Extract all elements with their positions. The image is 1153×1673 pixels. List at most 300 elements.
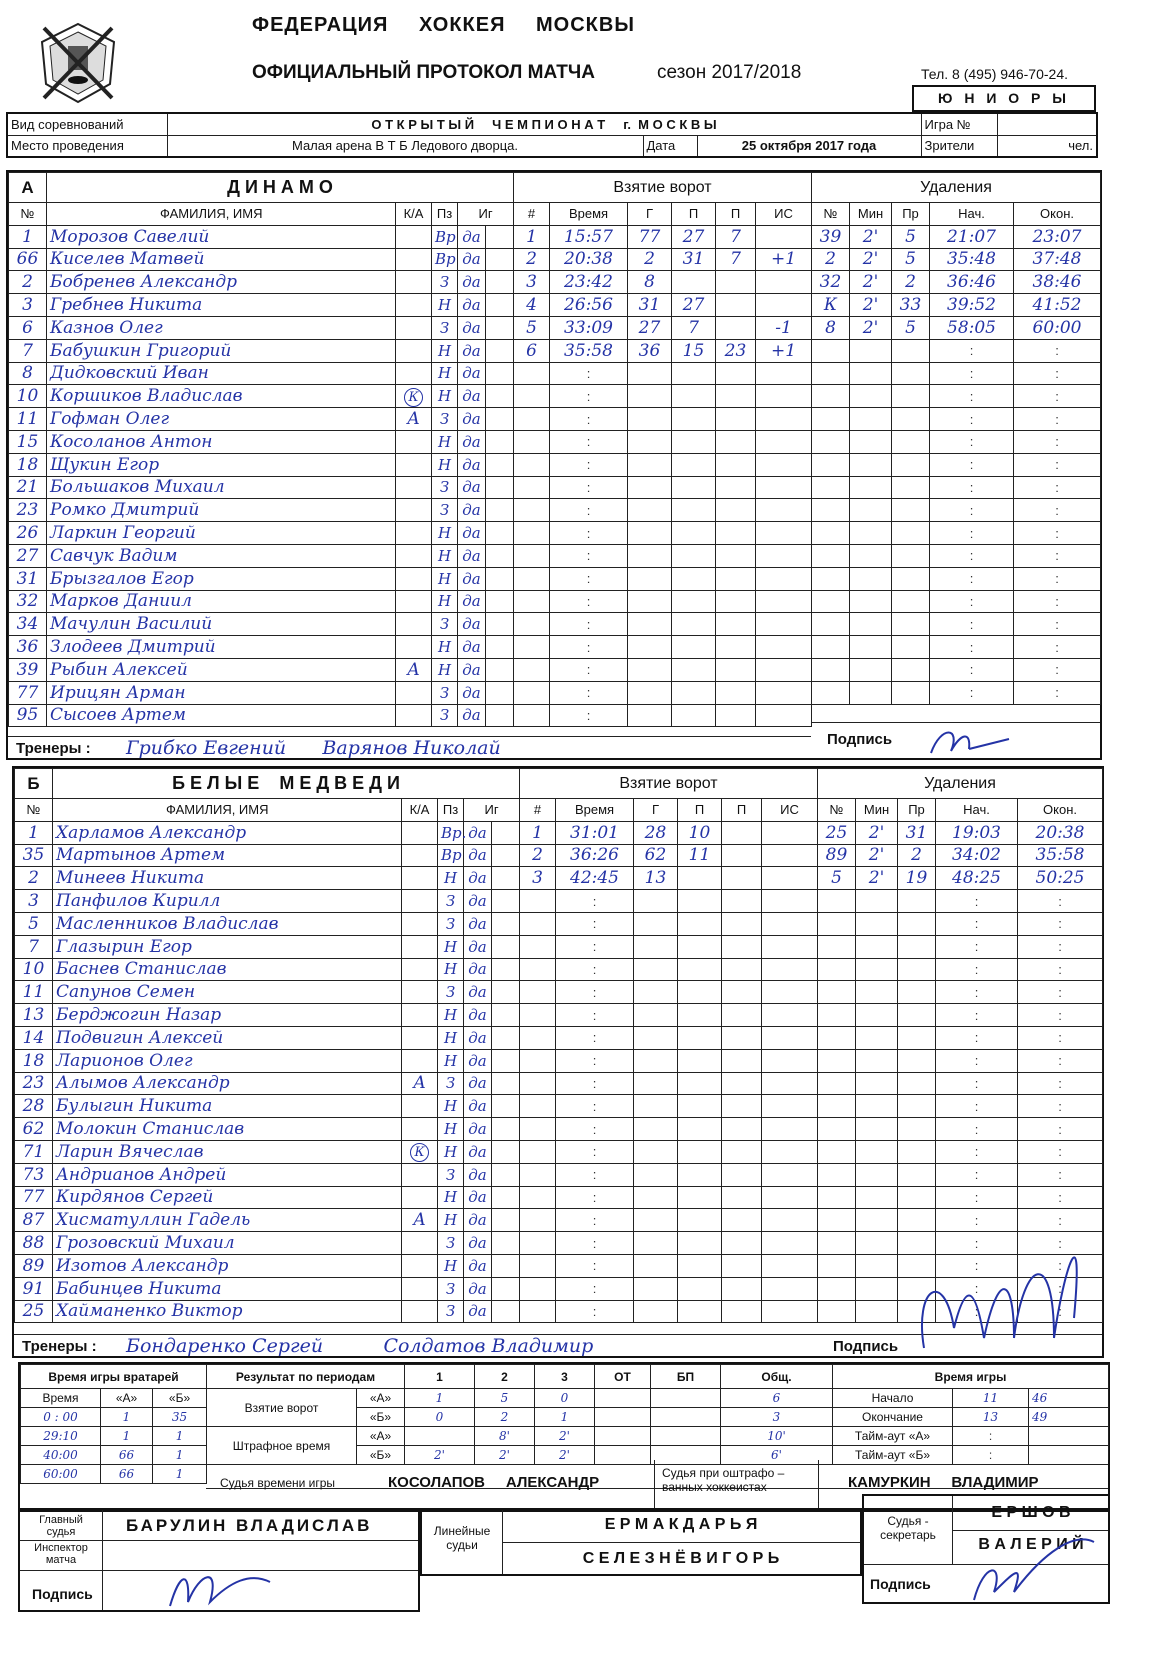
- penalty-reason: [892, 681, 930, 704]
- goal-scorer: 31: [628, 294, 672, 317]
- penalty-player: [818, 958, 856, 981]
- penalty-minutes: [856, 1049, 898, 1072]
- player-extra: [492, 867, 520, 890]
- player-position: Н: [438, 1049, 464, 1072]
- penalty-minutes: [856, 1254, 898, 1277]
- player-number: 28: [15, 1095, 53, 1118]
- goal-time-empty: :: [550, 430, 628, 453]
- goal-empty-cell: [672, 408, 716, 431]
- goal-empty-cell: [716, 453, 756, 476]
- penalty-end: 60:00: [1014, 316, 1101, 339]
- player-ka: [402, 1095, 438, 1118]
- team-b-goal-row: [520, 1026, 818, 1049]
- secretary-label: Судья - секретарь: [880, 1514, 936, 1542]
- goal-empty-cell: [678, 958, 722, 981]
- penalty-start-empty: :: [936, 1095, 1018, 1118]
- player-extra: [486, 362, 514, 385]
- goal-index: [514, 658, 550, 681]
- penalty-reason: [892, 453, 930, 476]
- goal-empty-cell: [634, 1186, 678, 1209]
- penalty-reason: [898, 1026, 936, 1049]
- player-played: да: [458, 613, 486, 636]
- goal-assist-2: [716, 271, 756, 294]
- penalty-reason: [898, 890, 936, 913]
- player-ka: [402, 935, 438, 958]
- penalty-minutes: [850, 476, 892, 499]
- player-played: да: [464, 1140, 492, 1163]
- player-position: З: [432, 316, 458, 339]
- player-ka: [396, 590, 432, 613]
- goal-empty-cell: [634, 1163, 678, 1186]
- gk-a: 66: [101, 1465, 153, 1484]
- penalty-reason: [892, 408, 930, 431]
- player-position: З: [438, 1072, 464, 1095]
- goal-empty-cell: [762, 1026, 818, 1049]
- penalty-start: 21:07: [930, 225, 1014, 248]
- goal-empty-cell: [678, 1186, 722, 1209]
- penalty-player: 5: [818, 867, 856, 890]
- player-position: Н: [432, 430, 458, 453]
- col-time-b: Время: [556, 799, 634, 822]
- penalty-player: [812, 636, 850, 659]
- timekeeper: КОСОЛАПОВ АЛЕКСАНДР: [388, 1474, 600, 1491]
- team-a-penalty-row: [812, 636, 1101, 659]
- team-a-letter: А: [9, 173, 47, 203]
- game-time-title: Время игры: [833, 1365, 1109, 1389]
- pim-a-value: 2': [535, 1427, 595, 1446]
- goal-index: [514, 430, 550, 453]
- team-b-coaches-row: [14, 1334, 817, 1358]
- penalty-player: [818, 1140, 856, 1163]
- player-extra: [492, 935, 520, 958]
- goal-index: [514, 408, 550, 431]
- team-a-goal-row: [514, 658, 812, 681]
- player-extra: [486, 408, 514, 431]
- team-a-penalties: [811, 172, 1101, 705]
- penbox-label: Судья при оштрафо – ванных хоккеистах: [662, 1466, 785, 1494]
- goal-empty-cell: [722, 1254, 762, 1277]
- penalty-start: 35:48: [930, 248, 1014, 271]
- goal-time-empty: :: [550, 408, 628, 431]
- player-ka: [396, 225, 432, 248]
- goal-empty-cell: [716, 636, 756, 659]
- team-a-player-row: [9, 385, 514, 408]
- player-extra: [486, 271, 514, 294]
- goal-empty-cell: [762, 1232, 818, 1255]
- player-extra: [486, 590, 514, 613]
- player-position: Н: [432, 590, 458, 613]
- player-ka: [402, 1254, 438, 1277]
- period-total: Общ.: [721, 1365, 833, 1389]
- penalty-reason: [898, 1095, 936, 1118]
- player-number: 10: [15, 958, 53, 981]
- secretary-signature: [964, 1532, 1104, 1604]
- goal-empty-cell: [678, 1095, 722, 1118]
- player-ka: [402, 981, 438, 1004]
- player-ka: [402, 1140, 438, 1163]
- col-p1: П: [672, 203, 716, 226]
- penalty-reason: [892, 590, 930, 613]
- penalty-minutes: [856, 1072, 898, 1095]
- penalty-reason: [892, 362, 930, 385]
- penalty-reason: [898, 1049, 936, 1072]
- penalty-minutes: [850, 362, 892, 385]
- penalty-minutes: [856, 981, 898, 1004]
- goal-index: [520, 912, 556, 935]
- player-extra: [492, 1140, 520, 1163]
- team-b-penalty-row: [818, 912, 1103, 935]
- goal-scorer: 13: [634, 867, 678, 890]
- penalty-end-empty: :: [1018, 912, 1103, 935]
- goal-time-empty: :: [556, 912, 634, 935]
- player-position: Н: [432, 453, 458, 476]
- player-number: 1: [9, 225, 47, 248]
- team-a-goal-row: [514, 681, 812, 704]
- team-b-player-row: [15, 1163, 520, 1186]
- period-2: 2: [475, 1365, 535, 1389]
- goal-index: [520, 1140, 556, 1163]
- goal-empty-cell: [628, 453, 672, 476]
- team-a-goals: [513, 172, 812, 727]
- goal-empty-cell: [634, 890, 678, 913]
- player-name: Изотов Александр: [53, 1254, 402, 1277]
- player-position: Вр: [438, 844, 464, 867]
- penalty-player: [818, 1254, 856, 1277]
- goal-empty-cell: [722, 1163, 762, 1186]
- goal-scorer: 2: [628, 248, 672, 271]
- goal-index: [514, 636, 550, 659]
- goal-empty-cell: [634, 1254, 678, 1277]
- goal-empty-cell: [678, 1118, 722, 1141]
- player-number: 6: [9, 316, 47, 339]
- penalty-start-empty: :: [930, 453, 1014, 476]
- player-extra: [492, 1277, 520, 1300]
- goal-empty-cell: [756, 430, 812, 453]
- signature-label-b: Подпись: [833, 1338, 899, 1355]
- goal-empty-cell: [762, 1209, 818, 1232]
- col-pen-end-b: Окон.: [1018, 799, 1103, 822]
- player-ka: [396, 294, 432, 317]
- goal-empty-cell: [756, 636, 812, 659]
- pim-b-value: 2': [405, 1446, 475, 1465]
- penalty-minutes: 2': [850, 271, 892, 294]
- venue: Малая арена В Т Б Ледового дворца.: [167, 135, 643, 157]
- penalty-start-empty: :: [936, 981, 1018, 1004]
- goal-index: [514, 522, 550, 545]
- player-ka: [402, 821, 438, 844]
- player-position: З: [438, 1163, 464, 1186]
- player-played: да: [458, 339, 486, 362]
- goal-empty-cell: [762, 1004, 818, 1027]
- penalty-minutes: [850, 658, 892, 681]
- col-name-b: ФАМИЛИЯ, ИМЯ: [53, 799, 402, 822]
- player-ka: [396, 316, 432, 339]
- player-number: 88: [15, 1232, 53, 1255]
- penalty-end-empty: :: [1014, 522, 1101, 545]
- team-a-penalty-row: [812, 658, 1101, 681]
- player-position: Н: [432, 544, 458, 567]
- goal-empty-cell: [678, 1254, 722, 1277]
- penalty-end-empty: :: [1014, 408, 1101, 431]
- penalty-minutes: 2': [856, 844, 898, 867]
- team-b-signature: [904, 1208, 1104, 1358]
- player-name: Дидковский Иван: [47, 362, 396, 385]
- penalty-end-empty: :: [1014, 476, 1101, 499]
- gk-b: 1: [153, 1446, 207, 1465]
- player-ka: [396, 567, 432, 590]
- team-b-goal-row: [520, 867, 818, 890]
- info-table: [6, 112, 1098, 158]
- team-a-goal-row: [514, 476, 812, 499]
- player-number: 77: [15, 1186, 53, 1209]
- team-a-player-row: [9, 294, 514, 317]
- player-position: З: [438, 1300, 464, 1323]
- player-name: Марков Даниил: [47, 590, 396, 613]
- penalty-start-empty: :: [930, 339, 1014, 362]
- end-label: Окончание: [833, 1408, 953, 1427]
- col-num-b: №: [15, 799, 53, 822]
- goal-time-empty: :: [550, 681, 628, 704]
- player-position: Н: [432, 339, 458, 362]
- goal-index: 1: [520, 821, 556, 844]
- player-played: да: [464, 821, 492, 844]
- goal-empty-cell: [634, 912, 678, 935]
- goals-a-value: [651, 1389, 721, 1408]
- player-position: З: [432, 681, 458, 704]
- penalty-end-empty: :: [1018, 1277, 1103, 1300]
- penalty-player: [818, 912, 856, 935]
- player-number: 15: [9, 430, 47, 453]
- player-ka: [402, 1277, 438, 1300]
- player-ka: [396, 681, 432, 704]
- col-pen-start: Нач.: [930, 203, 1014, 226]
- penalty-end-empty: :: [1018, 1118, 1103, 1141]
- penalty-player: 25: [818, 821, 856, 844]
- goal-empty-cell: [762, 890, 818, 913]
- team-b-penalty-row: [818, 1095, 1103, 1118]
- team-b-penalty-row: [818, 1163, 1103, 1186]
- player-position: З: [432, 476, 458, 499]
- penalty-minutes: [856, 935, 898, 958]
- player-extra: [492, 912, 520, 935]
- player-position: Н: [438, 1186, 464, 1209]
- goal-empty-cell: [756, 476, 812, 499]
- goal-empty-cell: [762, 935, 818, 958]
- goals-b-value: 2: [475, 1408, 535, 1427]
- player-played: да: [458, 385, 486, 408]
- team-b-penalty-row: [818, 935, 1103, 958]
- goal-empty-cell: [672, 362, 716, 385]
- player-played: да: [458, 522, 486, 545]
- player-ka: [402, 1026, 438, 1049]
- pim-a-value: [651, 1427, 721, 1446]
- penalty-end-empty: :: [1014, 658, 1101, 681]
- player-position: З: [438, 981, 464, 1004]
- period-results: [206, 1364, 833, 1465]
- team-b-goal-row: [520, 1049, 818, 1072]
- col-pen-min-b: Мин: [856, 799, 898, 822]
- player-position: З: [438, 1277, 464, 1300]
- player-position: Вр: [432, 248, 458, 271]
- player-name: Минеев Никита: [53, 867, 402, 890]
- team-a-penalty-row: [812, 339, 1101, 362]
- penalty-end-empty: :: [1018, 1209, 1103, 1232]
- team-a-penalty-row: [812, 499, 1101, 522]
- penalty-player: [818, 1277, 856, 1300]
- penalty-minutes: [850, 385, 892, 408]
- team-a-penalty-row: [812, 590, 1101, 613]
- player-number: 23: [9, 499, 47, 522]
- penalty-reason: [892, 385, 930, 408]
- player-position: Н: [438, 1026, 464, 1049]
- penalty-start-empty: :: [936, 1072, 1018, 1095]
- goal-empty-cell: [678, 1232, 722, 1255]
- goal-assist-1: 10: [678, 821, 722, 844]
- goal-assist-2: [722, 867, 762, 890]
- player-position: Н: [438, 1118, 464, 1141]
- player-number: 39: [9, 658, 47, 681]
- goal-assist-1: [678, 867, 722, 890]
- goal-scorer: 77: [628, 225, 672, 248]
- team-a-goal-row: [514, 408, 812, 431]
- player-number: 5: [15, 912, 53, 935]
- head-referee-box: [18, 1508, 420, 1612]
- goals-a-value: 1: [405, 1389, 475, 1408]
- team-b-goal-row: [520, 1140, 818, 1163]
- penalty-start-empty: :: [936, 1186, 1018, 1209]
- goal-empty-cell: [722, 1004, 762, 1027]
- goal-empty-cell: [672, 567, 716, 590]
- penalty-start-empty: :: [930, 499, 1014, 522]
- linesman-1: Е Р М А К Д А Р Ь Я: [604, 1516, 758, 1533]
- date: 25 октября 2017 года: [697, 135, 921, 157]
- goal-index: [520, 981, 556, 1004]
- player-ka: [396, 522, 432, 545]
- penalty-player: [818, 890, 856, 913]
- player-position: З: [432, 704, 458, 727]
- player-name: Брызгалов Егор: [47, 567, 396, 590]
- penalty-player: [818, 1209, 856, 1232]
- penalty-player: [812, 453, 850, 476]
- player-number: 66: [9, 248, 47, 271]
- team-a-goal-row: [514, 339, 812, 362]
- player-ka: [396, 453, 432, 476]
- col-is-b: ИС: [762, 799, 818, 822]
- goal-empty-cell: [634, 935, 678, 958]
- penalty-start-empty: :: [930, 362, 1014, 385]
- goal-index: [520, 1254, 556, 1277]
- penalty-reason: [898, 1118, 936, 1141]
- player-played: да: [464, 1026, 492, 1049]
- player-position: З: [432, 613, 458, 636]
- player-played: да: [458, 567, 486, 590]
- player-played: да: [464, 867, 492, 890]
- team-b-penalty-row: [818, 981, 1103, 1004]
- player-number: 36: [9, 636, 47, 659]
- player-number: 2: [15, 867, 53, 890]
- gk-b: 35: [153, 1408, 207, 1427]
- goal-empty-cell: [628, 499, 672, 522]
- penalty-player: [818, 935, 856, 958]
- penalty-player: [818, 1095, 856, 1118]
- penalty-reason: [898, 912, 936, 935]
- player-extra: [486, 339, 514, 362]
- goal-assist-1: [672, 271, 716, 294]
- player-played: да: [464, 1254, 492, 1277]
- player-ka: [396, 385, 432, 408]
- player-played: да: [458, 225, 486, 248]
- goal-index: [514, 362, 550, 385]
- penalty-player: [812, 522, 850, 545]
- team-b-goal-row: [520, 1232, 818, 1255]
- goal-empty-cell: [678, 935, 722, 958]
- goal-empty-cell: [634, 1004, 678, 1027]
- penalty-reason: [898, 981, 936, 1004]
- player-ka: [396, 248, 432, 271]
- player-name: Гофман Олег: [47, 408, 396, 431]
- goal-index: [520, 1026, 556, 1049]
- player-ka: [402, 958, 438, 981]
- player-played: да: [464, 958, 492, 981]
- timeout-a-label: Тайм-аут «А»: [833, 1427, 953, 1446]
- goal-empty-cell: [672, 499, 716, 522]
- player-ka: [402, 890, 438, 913]
- penalty-start: 34:02: [936, 844, 1018, 867]
- goal-empty-cell: [672, 658, 716, 681]
- team-b-penalty-row: [818, 958, 1103, 981]
- team-b-player-row: [15, 912, 520, 935]
- penalty-minutes: 2': [856, 821, 898, 844]
- col-ka-b: К/А: [402, 799, 438, 822]
- secretary-name: В А Л Е Р И Й: [978, 1536, 1084, 1553]
- penalty-start: 48:25: [936, 867, 1018, 890]
- goal-empty-cell: [716, 658, 756, 681]
- penalty-minutes: [856, 1095, 898, 1118]
- goal-empty-cell: [678, 890, 722, 913]
- goal-empty-cell: [716, 499, 756, 522]
- team-a-player-row: [9, 362, 514, 385]
- player-ka: [402, 1118, 438, 1141]
- player-ka: [402, 867, 438, 890]
- timeout-b-label: Тайм-аут «Б»: [833, 1446, 953, 1465]
- team-a-penalty-row: [812, 567, 1101, 590]
- goal-empty-cell: [762, 958, 818, 981]
- period-3: 3: [535, 1365, 595, 1389]
- penalty-end: 41:52: [1014, 294, 1101, 317]
- player-extra: [486, 544, 514, 567]
- penalty-minutes: [856, 890, 898, 913]
- player-position: З: [438, 1232, 464, 1255]
- player-played: да: [464, 912, 492, 935]
- team-b-player-row: [15, 981, 520, 1004]
- player-played: да: [458, 248, 486, 271]
- team-b-player-row: [15, 844, 520, 867]
- team-b-player-row: [15, 1072, 520, 1095]
- team-a-penalty-row: [812, 316, 1101, 339]
- team-a-goal-row: [514, 704, 812, 727]
- penalty-player: [812, 613, 850, 636]
- secretary-surname: Е Р Ш О В: [991, 1504, 1071, 1521]
- penalty-player: [812, 385, 850, 408]
- penalty-reason: 33: [892, 294, 930, 317]
- game-label: Игра №: [921, 113, 997, 135]
- team-a-player-row: [9, 408, 514, 431]
- player-ka: [396, 544, 432, 567]
- team-b-penalty-row: [818, 890, 1103, 913]
- goal-empty-cell: [634, 1300, 678, 1323]
- penalty-start-empty: :: [930, 681, 1014, 704]
- player-name: Злодеев Дмитрий: [47, 636, 396, 659]
